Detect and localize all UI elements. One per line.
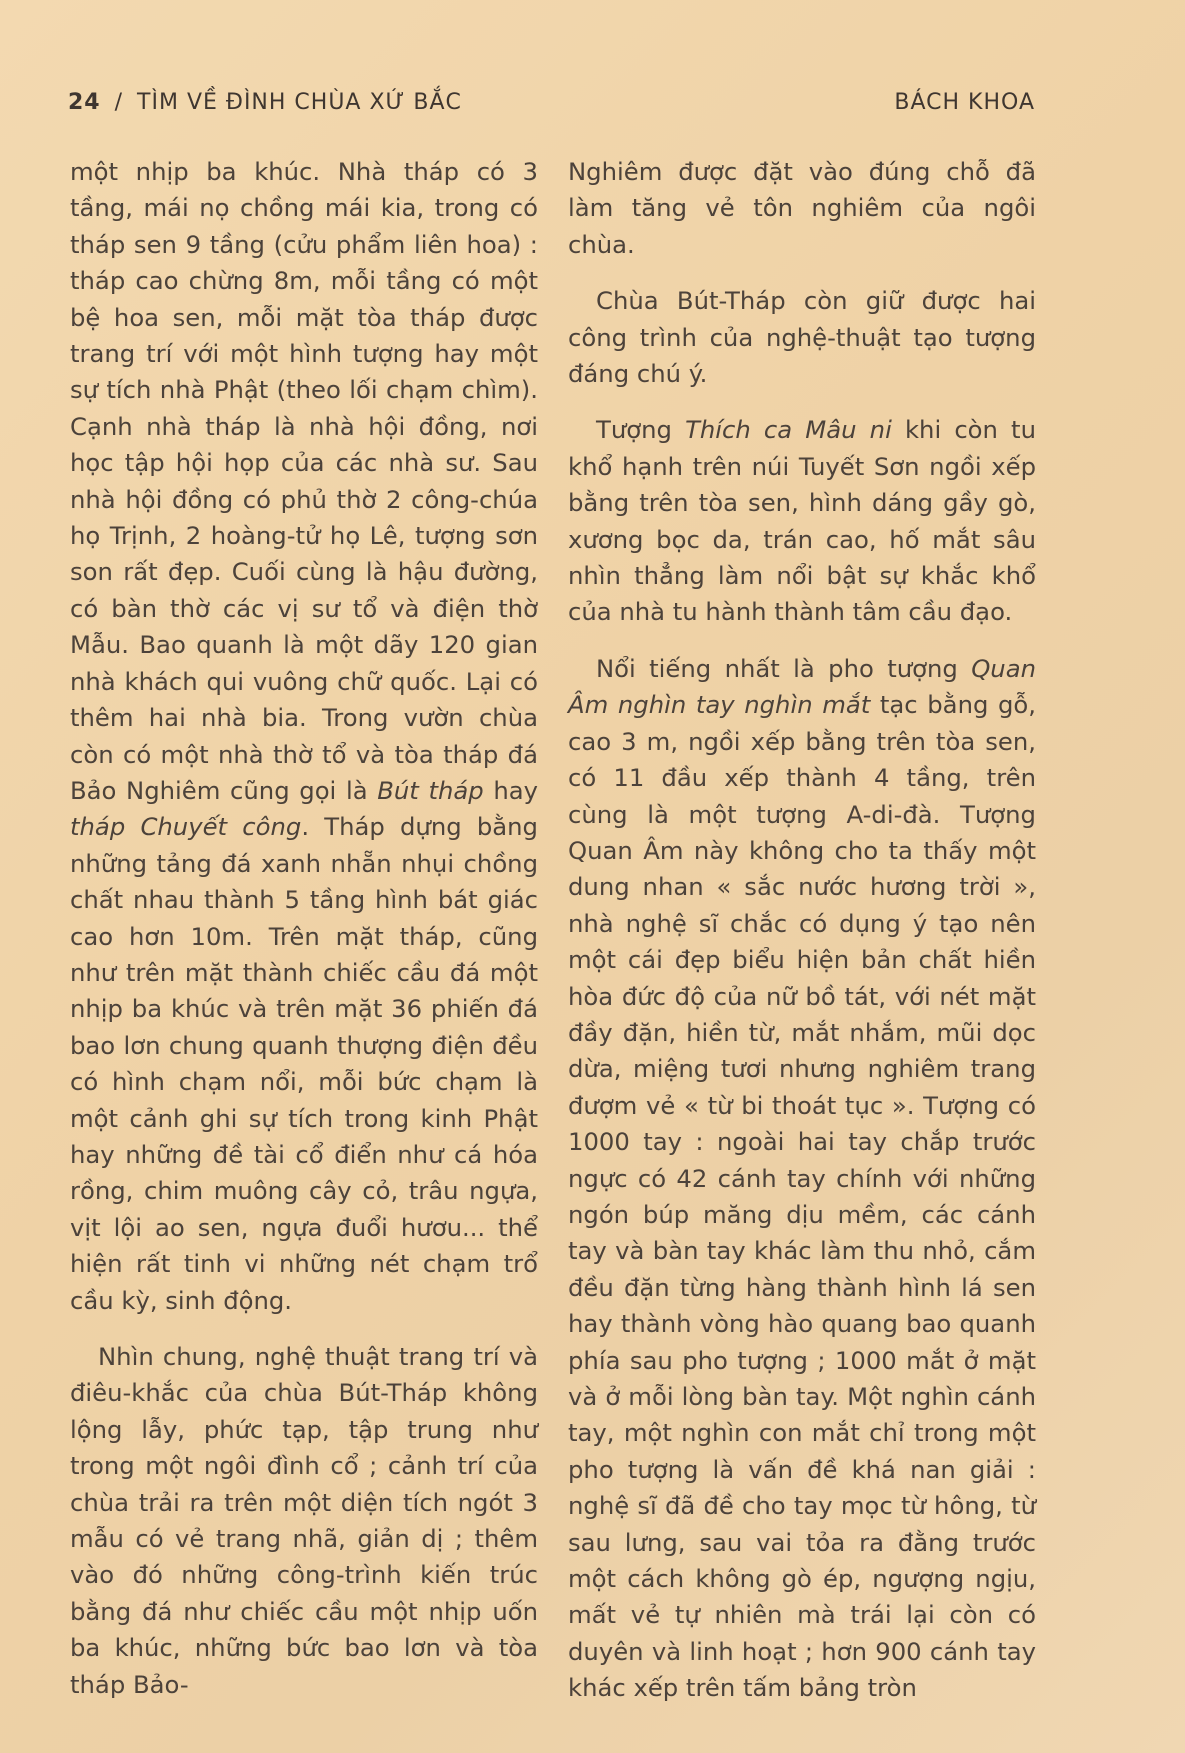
running-title: TÌM VỀ ĐÌNH CHÙA XỨ BẮC (137, 90, 462, 115)
paragraph-left-1 (70, 154, 538, 1319)
paragraph-left-2: Nhìn chung, nghệ thuật trang trí và điêu-khắc của chùa Bút-Tháp không lộng lẫy, phức tạp, tập trung như trong một ngôi đình cổ ; cảnh trí của chùa trải ra trên một diện tích ngót 3 mẫu có vẻ trang nhã, giản dị ; thêm vào đó những công-trình kiến trúc bằng đá như chiếc cầu một nhịp uốn ba khúc, những bức bao lơn và tòa tháp Bảo- (70, 1342, 538, 1699)
italic-run: Quan Âm nghìn tay nghìn mắt (568, 653, 1036, 720)
header-separator: / (114, 90, 124, 115)
text-run: Nổi tiếng nhất là pho tượng (596, 653, 972, 683)
italic-run: Bút tháp (377, 775, 484, 805)
header-left (68, 90, 462, 115)
text-run: . Tháp dựng bằng những tảng đá xanh nhẵn nhụi chồng chất nhau thành 5 tầng hình bát giác cao hơn 10m. Trên mặt tháp, cũng như trên mặt thành chiếc cầu đá một nhịp ba khúc và trên mặt 36 phiến đá bao lơn chung quanh thượng điện đều có hình chạm nổi, mỗi bức chạm là một cảnh ghi sự tích trong kinh Phật hay những đề tài cổ điển như cá hóa rồng, chim muông cây cỏ, trâu ngựa, vịt lội ao sen, ngựa đuổi hươu... thể hiện rất tinh vi những nét chạm trổ cầu kỳ, sinh động. (70, 812, 538, 1315)
paragraph-right-4 (568, 651, 1036, 1707)
text-run: tạc bằng gỗ, cao 3 m, ngồi xếp bằng trên tòa sen, có 11 đầu xếp thành 4 tầng, trên cùng là một tượng A-di-đà. Tượng Quan Âm này không cho ta thấy một dung nhan « sắc nước hương trời », nhà nghệ sĩ chắc có dụng ý tạo nên một cái đẹp biểu hiện bản chất hiền hòa đức độ của nữ bồ tát, với nét mặt đầy đặn, hiền từ, mắt nhắm, mũi dọc dừa, miệng tươi nhưng nghiêm trang đượm vẻ « từ bi thoát tục ». Tượng có 1000 tay : ngoài hai tay chắp trước ngực có 42 cánh tay chính với những ngón búp măng dịu mềm, các cánh tay và bàn tay khác làm thu nhỏ, cắm đều đặn từng hàng thành hình lá sen hay thành vòng hào quang bao quanh phía sau pho tượng ; 1000 mắt ở mặt và ở mỗi lòng bàn tay. Một nghìn cánh tay, một nghìn con mắt chỉ trong một pho tượng là vấn đề khá nan giải : nghệ sĩ đã đề cho tay mọc từ hông, từ sau lưng, sau vai tỏa ra đằng trước một cách không gò ép, ngượng ngịu, mất vẻ tự nhiên mà trái lại còn có duyên và linh hoạt ; hơn 900 cánh tay khác xếp trên tấm bảng tròn (568, 690, 1036, 1703)
paragraph-right-1: Nghiêm được đặt vào đúng chỗ đã làm tăng vẻ tôn nghiêm của ngôi chùa. (568, 157, 1036, 259)
left-column (70, 154, 538, 1703)
journal-name: BÁCH KHOA (894, 90, 1035, 115)
text-run: Tượng (596, 415, 686, 445)
italic-run: Thích ca Mâu ni (685, 415, 892, 445)
text-run: hay (483, 775, 538, 805)
running-header (68, 90, 1035, 128)
paragraph-right-3 (568, 412, 1036, 630)
page-number: 24 (68, 90, 101, 115)
italic-run: tháp Chuyết công (70, 812, 302, 842)
text-run: một nhịp ba khúc. Nhà tháp có 3 tầng, mái nọ chồng mái kia, trong có tháp sen 9 tầng (cửu phẩm liên hoa) : tháp cao chừng 8m, mỗi tầng có một bệ hoa sen, mỗi mặt tòa tháp được trang trí với một hình tượng hay một sự tích nhà Phật (theo lối chạm chìm). Cạnh nhà tháp là nhà hội đồng, nơi học tập hội họp của các nhà sư. Sau nhà hội đồng có phủ thờ 2 công-chúa họ Trịnh, 2 hoàng-tử họ Lê, tượng sơn son rất đẹp. Cuối cùng là hậu đường, có bàn thờ các vị sư tổ và điện thờ Mẫu. Bao quanh là một dãy 120 gian nhà khách qui vuông chữ quốc. Lại có thêm hai nhà bia. Trong vườn chùa còn có một nhà thờ tổ và tòa tháp đá Bảo Nghiêm cũng gọi là (70, 157, 538, 805)
text-run: khi còn tu khổ hạnh trên núi Tuyết Sơn ngồi xếp bằng trên tòa sen, hình dáng gầy gò, xương bọc da, trán cao, hố mắt sâu nhìn thẳng làm nổi bật sự khắc khổ của nhà tu hành thành tâm cầu đạo. (568, 415, 1036, 627)
paragraph-right-2: Chùa Bút-Tháp còn giữ được hai công trình của nghệ-thuật tạo tượng đáng chú ý. (568, 286, 1036, 389)
right-column (568, 154, 1036, 1707)
